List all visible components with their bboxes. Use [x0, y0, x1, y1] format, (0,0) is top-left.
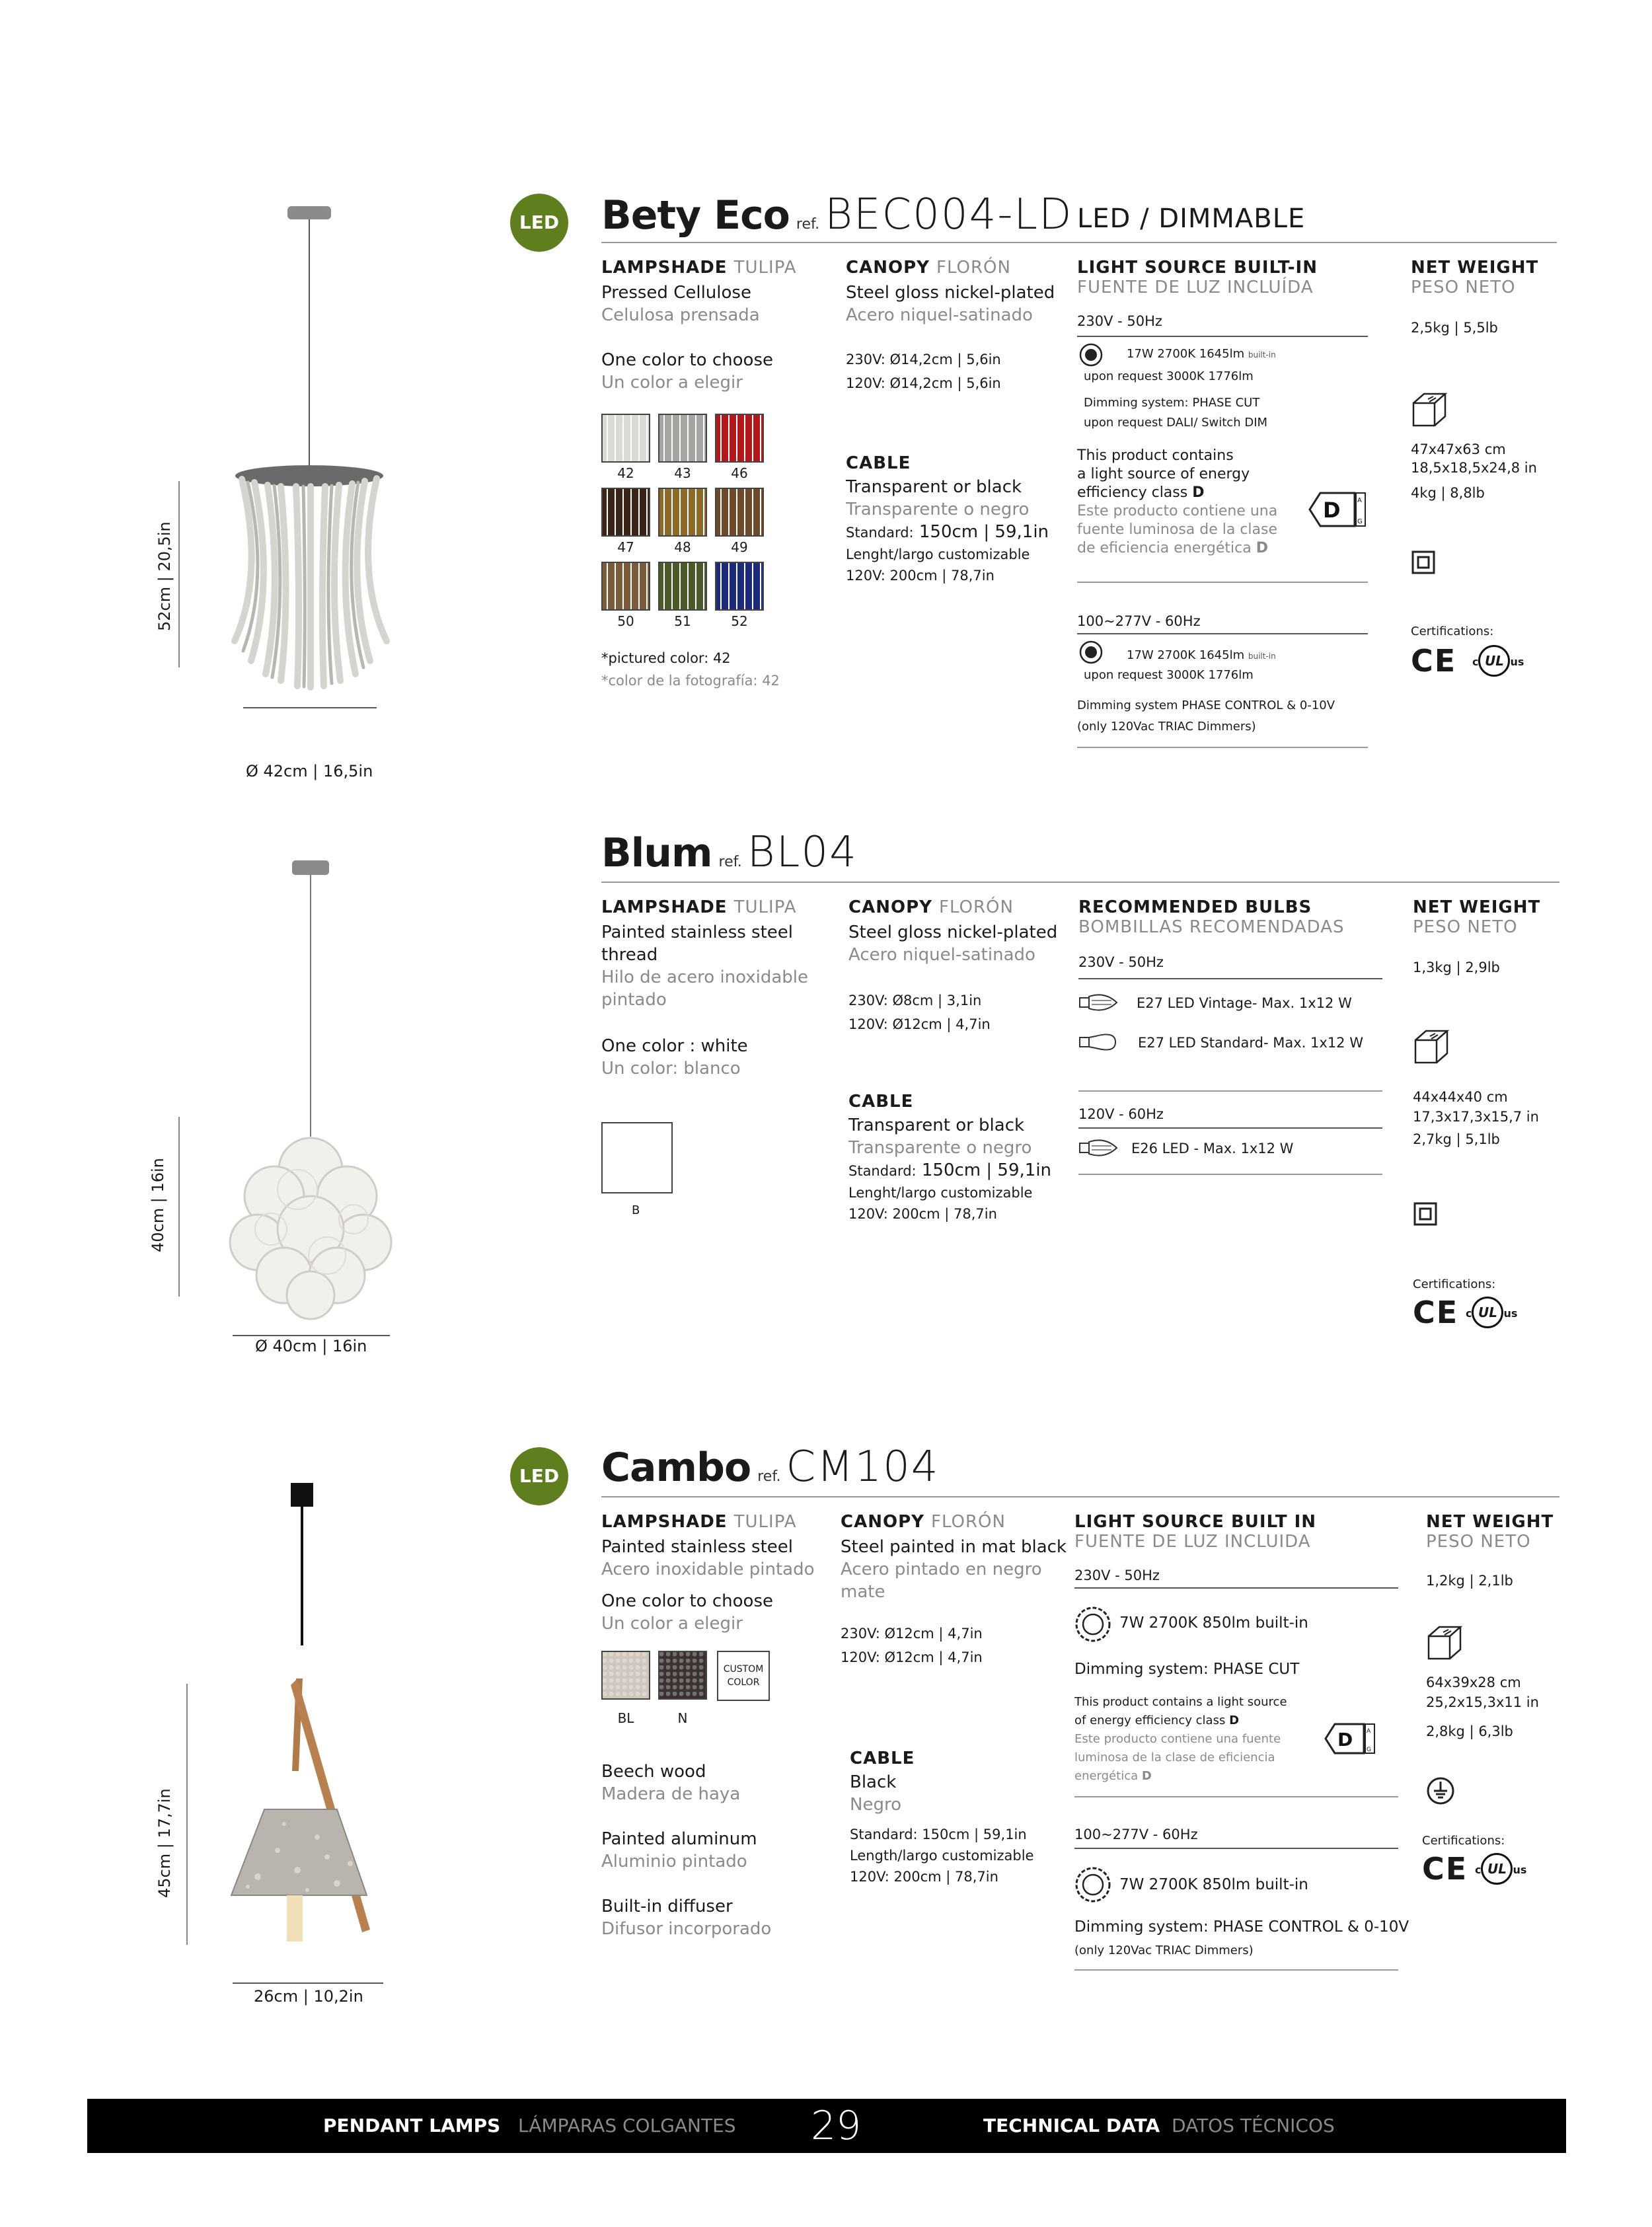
blum-color-swatch-white [601, 1122, 673, 1193]
cambo-box-size-in: 25,2x15,3x11 in [1426, 1694, 1539, 1710]
bety-eco-cable [846, 453, 1049, 586]
color-swatch-43 [658, 414, 707, 463]
cable-desc: Transparent or black [846, 477, 1022, 497]
lampshade-material-2: thread [601, 945, 658, 965]
ul-mark-icon: c UL us [1466, 1297, 1517, 1328]
cambo-height-dim: 45cm | 17,7in [155, 1788, 174, 1898]
voltage-230: 230V - 50Hz [1074, 1567, 1160, 1583]
cambo-led-badge: LED [510, 1447, 568, 1505]
ref-code: CM104 [786, 1443, 940, 1491]
lampshade-material-es: Acero inoxidable pintado [601, 1560, 815, 1579]
cambo-weight [1426, 1512, 1554, 1591]
voltage-230: 230V - 50Hz [1077, 313, 1162, 329]
color-swatch-42 [601, 414, 650, 463]
earth-ground-icon [1426, 1776, 1455, 1805]
blum-bulb-standard: E27 LED Standard- Max. 1x12 W [1138, 1035, 1363, 1051]
cambo-lamp-image [218, 1480, 390, 1943]
cable-heading: CABLE [848, 1092, 914, 1112]
cable-standard: Standard: 150cm | 59,1in [846, 522, 1049, 542]
blum-title [601, 826, 858, 879]
cambo-light-spec: 7W 2700K 850lm built-in [1119, 1614, 1308, 1632]
weight-heading-es: PESO NETO [1426, 1532, 1531, 1552]
cable-custom: Lenght/largo customizable [846, 547, 1030, 562]
ce-mark-icon: CE [1411, 643, 1457, 679]
svg-text:D: D [1323, 498, 1341, 523]
bety-eco-dimming: Dimming system: PHASE CUT [1084, 396, 1260, 410]
cable-desc: Transparent or black [848, 1115, 1025, 1135]
bulbs-voltage-230: 230V - 50Hz [1078, 954, 1164, 970]
light-heading-es: FUENTE DE LUZ INCLUÍDA [1077, 278, 1314, 297]
lampshade-heading: LAMPSHADE TULIPA [601, 258, 797, 278]
bety-eco-dimming-2: upon request DALI/ Switch DIM [1084, 416, 1268, 430]
bety-eco-box-size: 47x47x63 cm [1411, 441, 1506, 457]
blum-box-size-in: 17,3x17,3x15,7 in [1413, 1109, 1539, 1125]
weight-heading-es: PESO NETO [1411, 278, 1516, 297]
cambo-dimming-3: (only 120Vac TRIAC Dimmers) [1074, 1944, 1254, 1957]
canopy-material-es: Acero pintado en negro [841, 1560, 1042, 1579]
energy-class-d-label-icon [1308, 490, 1368, 529]
product-name: Bety Eco [601, 192, 790, 239]
colors-note-es: Un color a elegir [601, 373, 743, 393]
net-weight: 1,3kg | 2,9lb [1413, 960, 1500, 975]
svg-text:A: A [1367, 1728, 1371, 1735]
canopy-size-120: 120V: Ø12cm | 4,7in [848, 1016, 991, 1032]
canopy-material-es: Acero niquel-satinado [848, 945, 1035, 965]
colors-note-es: Un color: blanco [601, 1059, 741, 1078]
lampshade-heading: LAMPSHADE TULIPA [601, 1512, 797, 1532]
page-number: 29 [811, 2103, 862, 2149]
cable-120: 120V: 200cm | 78,7in [850, 1869, 998, 1885]
bety-eco-light-request: upon request 3000K 1776lm [1084, 369, 1254, 383]
color-swatch-51 [658, 562, 707, 611]
weight-heading: NET WEIGHT [1411, 258, 1539, 278]
canopy-material: Steel gloss nickel-plated [846, 283, 1055, 303]
cambo-voltage-100: 100~277V - 60Hz [1074, 1827, 1198, 1842]
canopy-size-230: 230V: Ø14,2cm | 5,6in [846, 352, 1001, 367]
bety-eco-light-spec: 17W 2700K 1645lm built-in [1127, 347, 1276, 361]
cambo-lampshade [601, 1512, 815, 1635]
cambo-custom-color-swatch: CUSTOM COLOR [717, 1651, 770, 1701]
bety-eco-light-spec-2: 17W 2700K 1645lm built-in [1127, 648, 1276, 662]
cable-standard: Standard: 150cm | 59,1in [850, 1827, 1027, 1842]
canopy-size-120: 120V: Ø12cm | 4,7in [841, 1649, 983, 1665]
blum-canopy [848, 897, 1057, 1035]
aluminum-es: Aluminio pintado [601, 1852, 747, 1871]
wood: Beech wood [601, 1762, 706, 1782]
canopy-material-es-2: mate [841, 1582, 885, 1602]
bety-eco-voltage-100: 100~277V - 60Hz [1077, 613, 1201, 629]
light-heading-es: FUENTE DE LUZ INCLUIDA [1074, 1532, 1311, 1552]
blum-bulbs-voltage-120: 120V - 60Hz [1078, 1106, 1164, 1122]
bety-eco-weight [1411, 258, 1538, 338]
cambo-canopy [841, 1512, 1067, 1668]
cable-120: 120V: 200cm | 78,7in [848, 1206, 997, 1222]
bety-eco-pictured-color: *pictured color: 42 [601, 650, 731, 666]
built-in-led-icon [1078, 640, 1104, 665]
blum-box-size: 44x44x40 cm [1413, 1089, 1508, 1105]
bety-eco-tag: LED / DIMMABLE [1077, 204, 1306, 234]
blum-lamp-image [211, 859, 410, 1322]
color-swatch-47 [601, 488, 650, 537]
cable-standard: Standard: 150cm | 59,1in [848, 1160, 1052, 1180]
weight-heading: NET WEIGHT [1413, 897, 1541, 917]
color-swatch-50 [601, 562, 650, 611]
cambo-light-spec-2: 7W 2700K 850lm built-in [1119, 1876, 1308, 1893]
box-icon [1413, 1028, 1450, 1065]
ref-prefix: ref. [796, 216, 820, 233]
blum-bulb-vintage: E27 LED Vintage- Max. 1x12 W [1137, 995, 1352, 1011]
cambo-cert-label: Certifications: [1422, 1834, 1505, 1848]
cambo-width-dim: 26cm | 10,2in [254, 1987, 363, 2006]
lampshade-heading: LAMPSHADE TULIPA [601, 897, 797, 917]
colors-note: One color to choose [601, 1591, 773, 1611]
product-name: Cambo [601, 1445, 751, 1491]
colors-note-es: Un color a elegir [601, 1614, 743, 1634]
color-code-label: 46 [731, 465, 748, 481]
box-icon [1411, 391, 1448, 428]
lampshade-material: Painted stainless steel [601, 923, 794, 942]
lampshade-material-es: Celulosa prensada [601, 305, 760, 325]
canopy-heading: CANOPY FLORÓN [841, 1512, 1006, 1532]
colors-note: One color : white [601, 1036, 748, 1056]
blum-lampshade [601, 897, 808, 1080]
ce-mark-icon: CE [1422, 1851, 1468, 1887]
blum-height-dim: 40cm | 16in [149, 1158, 167, 1252]
cambo-materials [601, 1760, 771, 1940]
cambo-title [601, 1441, 940, 1493]
color-code-label: 43 [674, 465, 691, 481]
standard-bulb-icon [1078, 1031, 1121, 1053]
color-code-label: BL [617, 1710, 634, 1726]
built-in-led-icon [1078, 342, 1104, 367]
double-insulation-icon [1411, 550, 1436, 575]
color-swatch-BL [601, 1651, 650, 1700]
cable-120: 120V: 200cm | 78,7in [846, 568, 995, 584]
double-insulation-icon [1413, 1201, 1438, 1227]
led-chip-icon [1073, 1604, 1113, 1644]
cable-desc-es: Negro [850, 1795, 901, 1815]
bety-eco-gross-weight: 4kg | 8,8lb [1411, 485, 1485, 501]
cable-desc-es: Transparente o negro [848, 1138, 1032, 1158]
color-code-label: 42 [617, 465, 634, 481]
cambo-dimming-2: Dimming system: PHASE CONTROL & 0-10V [1074, 1918, 1409, 1936]
lampshade-material-es-2: pintado [601, 990, 667, 1010]
box-icon [1426, 1624, 1463, 1661]
canopy-material-es: Acero niquel-satinado [846, 305, 1033, 325]
cable-heading: CABLE [846, 453, 911, 473]
bety-eco-light-source [1077, 258, 1368, 332]
canopy-size-230: 230V: Ø12cm | 4,7in [841, 1626, 983, 1642]
blum-gross-weight: 2,7kg | 5,1lb [1413, 1131, 1500, 1147]
svg-text:D: D [1337, 1729, 1353, 1751]
canopy-size-230: 230V: Ø8cm | 3,1in [848, 993, 982, 1008]
bety-eco-title [601, 188, 1072, 241]
bulbs-heading: RECOMMENDED BULBS [1078, 897, 1312, 917]
color-code-label: 49 [731, 539, 748, 555]
color-swatch-52 [715, 562, 764, 611]
canopy-material: Steel painted in mat black [841, 1537, 1067, 1557]
bety-eco-box-size-in: 18,5x18,5x24,8 in [1411, 460, 1537, 476]
ul-mark-icon: c UL us [1472, 645, 1524, 677]
diffuser: Built-in diffuser [601, 1897, 733, 1916]
blum-color-code: B [632, 1203, 640, 1217]
cable-desc: Black [850, 1772, 897, 1792]
cambo-box-size: 64x39x28 cm [1426, 1675, 1521, 1690]
cambo-gross-weight: 2,8kg | 6,3lb [1426, 1723, 1513, 1739]
lampshade-material: Pressed Cellulose [601, 283, 751, 303]
blum-bulb-e26: E26 LED - Max. 1x12 W [1131, 1141, 1294, 1156]
ul-mark-icon: c UL us [1475, 1853, 1526, 1885]
canopy-material: Steel gloss nickel-plated [848, 923, 1058, 942]
colors-note: One color to choose [601, 350, 773, 370]
weight-heading-es: PESO NETO [1413, 917, 1518, 937]
bety-eco-width-dim: Ø 42cm | 16,5in [246, 762, 373, 780]
bety-eco-dimming-4: (only 120Vac TRIAC Dimmers) [1077, 720, 1256, 734]
color-swatch-46 [715, 414, 764, 463]
blum-width-dim: Ø 40cm | 16in [255, 1337, 367, 1355]
net-weight: 1,2kg | 2,1lb [1426, 1573, 1513, 1589]
product-name: Blum [601, 830, 712, 876]
color-swatch-48 [658, 488, 707, 537]
color-code-label: N [677, 1710, 688, 1726]
bety-eco-lamp-image [218, 205, 396, 694]
ce-mark-icon: CE [1413, 1295, 1459, 1330]
net-weight: 2,5kg | 5,5lb [1411, 320, 1498, 336]
cambo-cable [850, 1749, 1033, 1887]
color-code-label: 50 [617, 613, 634, 629]
lampshade-material: Painted stainless steel [601, 1537, 794, 1557]
svg-text:A: A [1357, 497, 1362, 504]
light-heading: LIGHT SOURCE BUILT IN [1074, 1512, 1317, 1532]
ref-prefix: ref. [757, 1468, 781, 1485]
page-footer [87, 2099, 1566, 2153]
color-code-label: 48 [674, 539, 691, 555]
cambo-light-source [1074, 1512, 1316, 1586]
blum-bulbs [1078, 897, 1345, 973]
color-code-label: 52 [731, 613, 748, 629]
bety-eco-lampshade [601, 258, 797, 394]
footer-technical-label: TECHNICAL DATA DATOS TÉCNICOS [983, 2115, 1335, 2136]
footer-section-label: PENDANT LAMPS LÁMPARAS COLGANTES [323, 2115, 736, 2136]
blum-cable [848, 1092, 1051, 1225]
canopy-heading: CANOPY FLORÓN [848, 897, 1014, 917]
blum-cert-label: Certifications: [1413, 1277, 1496, 1291]
vintage-bulb-icon [1078, 991, 1121, 1014]
bety-eco-cert-label: Certifications: [1411, 624, 1494, 638]
vintage-bulb-icon [1078, 1137, 1121, 1159]
cable-desc-es: Transparente o negro [846, 500, 1030, 519]
ref-prefix: ref. [718, 854, 742, 870]
bety-eco-efficiency-text: This product contains a light source of energy efficiency class D Este producto contiene una fuente luminosa de la clase de eficiencia energética D [1077, 447, 1278, 556]
cable-custom: Length/largo customizable [850, 1848, 1034, 1864]
cambo-dimming: Dimming system: PHASE CUT [1074, 1661, 1300, 1678]
bety-eco-led-badge: LED [510, 194, 568, 252]
canopy-heading: CANOPY FLORÓN [846, 258, 1011, 278]
svg-text:G: G [1357, 518, 1363, 525]
lampshade-material-es: Hilo de acero inoxidable [601, 967, 809, 987]
color-swatch-N [658, 1651, 707, 1700]
cable-heading: CABLE [850, 1749, 915, 1768]
bety-eco-light-request-2: upon request 3000K 1776lm [1084, 668, 1254, 682]
aluminum: Painted aluminum [601, 1829, 757, 1849]
diffuser-es: Difusor incorporado [601, 1919, 772, 1939]
blum-weight [1413, 897, 1540, 978]
svg-text:G: G [1367, 1747, 1371, 1753]
ref-code: BEC004-LD [825, 190, 1073, 239]
light-heading: LIGHT SOURCE BUILT-IN [1077, 258, 1318, 278]
bety-eco-height-dim: 52cm | 20,5in [155, 521, 174, 631]
bety-eco-pictured-color-es: *color de la fotografía: 42 [601, 673, 780, 689]
energy-class-d-label-icon [1324, 1722, 1377, 1755]
weight-heading: NET WEIGHT [1426, 1512, 1554, 1532]
color-code-label: 51 [674, 613, 691, 629]
wood-es: Madera de haya [601, 1784, 741, 1804]
led-chip-icon [1073, 1865, 1113, 1905]
ref-code: BL04 [747, 828, 858, 877]
color-swatch-49 [715, 488, 764, 537]
canopy-size-120: 120V: Ø14,2cm | 5,6in [846, 375, 1001, 391]
cambo-efficiency-text: This product contains a light source of energy efficiency class D Este producto contiene una fuente luminosa de la clase de eficiencia energética D [1074, 1695, 1287, 1783]
cable-custom: Lenght/largo customizable [848, 1185, 1033, 1201]
bety-eco-dimming-3: Dimming system PHASE CONTROL & 0-10V [1077, 698, 1335, 712]
color-code-label: 47 [617, 539, 634, 555]
bety-eco-canopy [846, 258, 1055, 394]
bulbs-heading-es: BOMBILLAS RECOMENDADAS [1078, 917, 1345, 937]
